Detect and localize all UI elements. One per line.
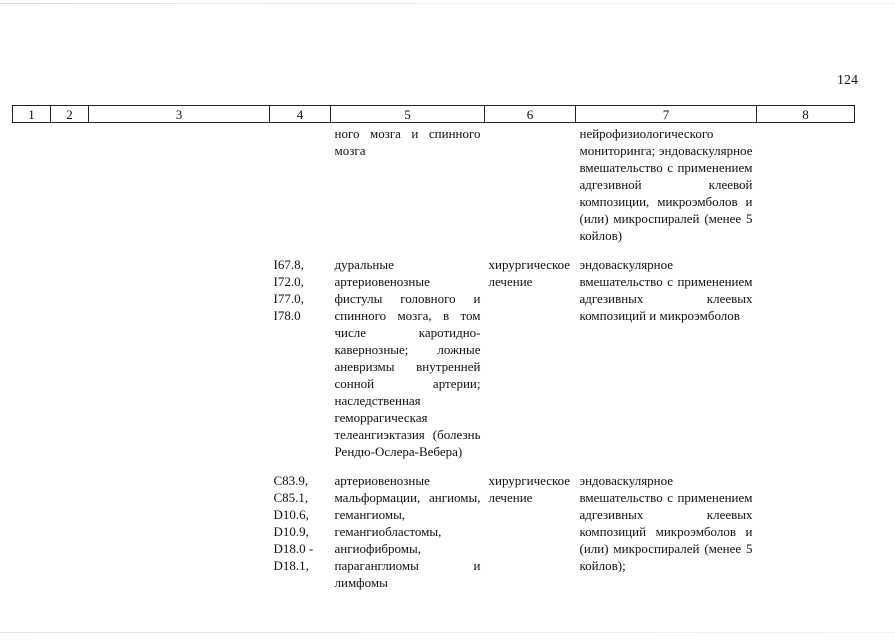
treatment-type-cell: хирургическое лечение: [488, 473, 571, 505]
cell-col3: [89, 244, 270, 460]
scan-edge-top: [0, 3, 895, 4]
icd-code: I67.8,: [273, 257, 304, 272]
cell-col2: [51, 460, 89, 591]
icd-codes-cell: [270, 123, 331, 245]
diagnosis-cell: ного мозга и спинного мозга: [334, 126, 481, 158]
treatment-method-cell: эндоваскулярное вмешательство с применением адгезивных клеевых композиций и микроэмболов: [579, 257, 753, 323]
icd-code: D10.9,: [273, 524, 309, 539]
cell-col3: [89, 460, 270, 591]
medical-care-table: [12, 105, 855, 591]
col-header-3: 3: [89, 106, 270, 123]
icd-code: C83.9,: [273, 473, 309, 488]
cell-col1: [13, 123, 51, 245]
cell-col1: [13, 460, 51, 591]
column-number-row: [13, 106, 855, 123]
icd-codes-cell: [270, 244, 331, 460]
col-header-4: 4: [270, 106, 331, 123]
cell-col8: [757, 460, 855, 591]
icd-code: I72.0,: [273, 274, 304, 289]
treatment-type-cell: хирургическое лечение: [488, 257, 571, 289]
col-header-5: 5: [331, 106, 485, 123]
icd-code: C85.1,: [273, 490, 309, 505]
cell-col2: [51, 244, 89, 460]
cell-col8: [757, 244, 855, 460]
icd-code: D10.6,: [273, 507, 309, 522]
table-row: [13, 244, 855, 460]
col-header-7: 7: [576, 106, 757, 123]
diagnosis-cell: дуральные артериовенозные фистулы головного и спинного мозга, в том числе каротидно-кавернозные; ложные аневризмы внутренней сонной артерии; наследственная геморрагическая телеангиэктазия (болезнь Рендю-Ослера-Вебера): [334, 257, 481, 459]
icd-code: I78.0: [273, 308, 301, 323]
col-header-1: 1: [13, 106, 51, 123]
icd-code: I77.0,: [273, 291, 304, 306]
page-number: 124: [837, 73, 858, 88]
treatment-method-cell: нейрофизиологического мониторинга; эндоваскулярное вмешательство с применением адгезивной клеевой композиции, микроэмболов и (или) микроспиралей (менее 5 койлов): [579, 126, 753, 243]
table-row: [13, 460, 855, 591]
scan-edge-bottom: [0, 632, 895, 633]
cell-col2: [51, 123, 89, 245]
icd-code: D18.1,: [273, 558, 309, 573]
diagnosis-cell: артериовенозные мальформации, ангиомы, гемангиомы, гемангиобластомы, ангиофибромы, параганглиомы и лимфомы: [334, 473, 481, 590]
cell-col8: [757, 123, 855, 245]
treatment-type-cell: [485, 123, 576, 245]
col-header-2: 2: [51, 106, 89, 123]
cell-col1: [13, 244, 51, 460]
icd-code: D18.0 -: [273, 541, 314, 556]
icd-codes-cell: [270, 460, 331, 591]
table-row: [13, 123, 855, 245]
cell-col3: [89, 123, 270, 245]
col-header-8: 8: [757, 106, 855, 123]
treatment-method-cell: эндоваскулярное вмешательство с применением адгезивных клеевых композиций микроэмболов и (или) микроспиралей (менее 5 койлов);: [579, 473, 753, 573]
col-header-6: 6: [485, 106, 576, 123]
